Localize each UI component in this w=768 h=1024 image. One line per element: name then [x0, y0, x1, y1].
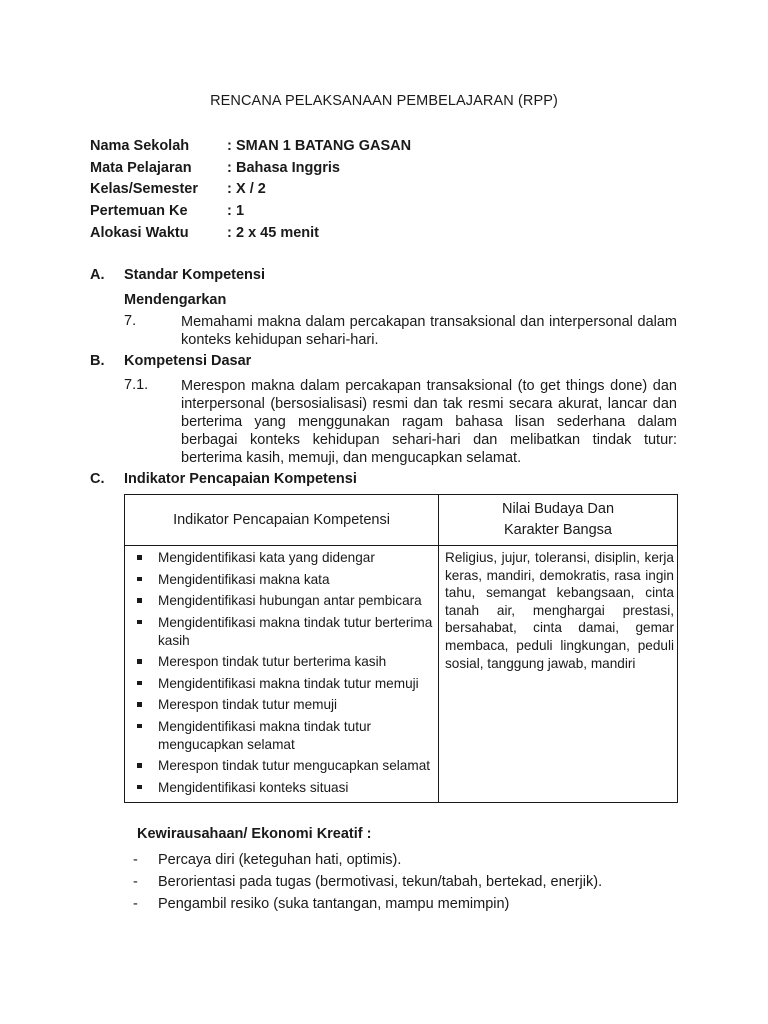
nilai-header-line: Nilai Budaya Dan — [501, 501, 615, 517]
indicator-table — [124, 494, 678, 803]
section-title: Indikator Pencapaian Kompetensi — [124, 471, 357, 487]
section-letter: A. — [90, 267, 105, 283]
identity-colon: : — [227, 181, 232, 197]
section-letter: B. — [90, 353, 105, 369]
indicator-table-body-row — [125, 546, 678, 803]
dash-marker: - — [133, 852, 138, 868]
item-text: Memahami makna dalam percakapan transaksional dan interpersonal dalam konteks kehidupan sehari-hari. — [181, 314, 677, 348]
section-letter: C. — [90, 471, 105, 487]
section-title: Standar Kompetensi — [124, 267, 265, 283]
identity-value: Bahasa Inggris — [236, 160, 340, 176]
indicator-item: Mengidentifikasi makna tindak tutur memuji — [125, 675, 438, 693]
item-number: 7. — [124, 313, 137, 329]
identity-label: Alokasi Waktu — [90, 225, 189, 241]
identity-label: Kelas/Semester — [90, 181, 199, 197]
identity-value: X / 2 — [236, 181, 266, 197]
nilai-header-line: Karakter Bangsa — [503, 522, 612, 538]
indicator-table-header-row — [125, 495, 678, 546]
identity-label: Pertemuan Ke — [90, 203, 188, 219]
kewirausahaan-heading: Kewirausahaan/ Ekonomi Kreatif : — [137, 826, 372, 842]
identity-colon: : — [227, 203, 232, 219]
indicator-item: Mengidentifikasi makna tindak tutur mengucapkan selamat — [125, 718, 438, 754]
indicator-item: Mengidentifikasi makna kata — [125, 571, 438, 589]
nilai-text: Religius, jujur, toleransi, disiplin, kerja keras, mandiri, demokratis, rasa ingin tahu, semangat kebangsaan, cinta tanah air, menghargai prestasi, bersahabat, cinta damai, gemar membaca, peduli lingkungan, peduli sosial, tanggung jawab, mandiri — [445, 550, 674, 671]
kewirausahaan-item-text: Pengambil resiko (suka tantangan, mampu memimpin) — [158, 896, 510, 912]
identity-label: Nama Sekolah — [90, 138, 190, 154]
identity-value: 1 — [236, 203, 245, 219]
item-number: 7.1. — [124, 377, 149, 393]
document-title: RENCANA PELAKSANAAN PEMBELAJARAN (RPP) — [210, 93, 558, 109]
indicator-item: Merespon tindak tutur mengucapkan selamat — [125, 757, 438, 775]
identity-value: 2 x 45 menit — [236, 225, 320, 241]
indicator-item: Mengidentifikasi kata yang didengar — [125, 549, 438, 567]
section-a-subheading: Mendengarkan — [124, 292, 227, 308]
indicator-item: Merespon tindak tutur berterima kasih — [125, 653, 438, 671]
item-text: Merespon makna dalam percakapan transaksional (to get things done) dan interpersonal (bersosialisasi) resmi dan tak resmi secara akurat, lancar dan berterima yang menggunakan ragam bahasa lisan sederhana dalam berbagai konteks kehidupan sehari-hari dan melibatkan tindak tutur: berterima kasih, memuji, dan mengucapkan selamat. — [181, 378, 677, 466]
indicator-list — [125, 546, 438, 802]
kewirausahaan-item-text: Berorientasi pada tugas (bermotivasi, tekun/tabah, bertekad, enerjik). — [158, 874, 603, 890]
identity-colon: : — [227, 160, 232, 176]
indicator-header: Indikator Pencapaian Kompetensi — [125, 495, 439, 546]
identity-value: SMAN 1 BATANG GASAN — [236, 138, 412, 154]
nilai-header — [439, 495, 678, 546]
indicator-item: Merespon tindak tutur memuji — [125, 696, 438, 714]
indicator-item: Mengidentifikasi makna tindak tutur berterima kasih — [125, 614, 438, 650]
indicator-cell — [125, 546, 439, 803]
section-title: Kompetensi Dasar — [124, 353, 252, 369]
kewirausahaan-item-text: Percaya diri (keteguhan hati, optimis). — [158, 852, 402, 868]
indicator-item: Mengidentifikasi konteks situasi — [125, 779, 438, 797]
identity-colon: : — [227, 225, 232, 241]
dash-marker: - — [133, 874, 138, 890]
dash-marker: - — [133, 896, 138, 912]
nilai-cell — [439, 546, 678, 803]
indicator-item: Mengidentifikasi hubungan antar pembicara — [125, 592, 438, 610]
identity-label: Mata Pelajaran — [90, 160, 192, 176]
identity-colon: : — [227, 138, 232, 154]
